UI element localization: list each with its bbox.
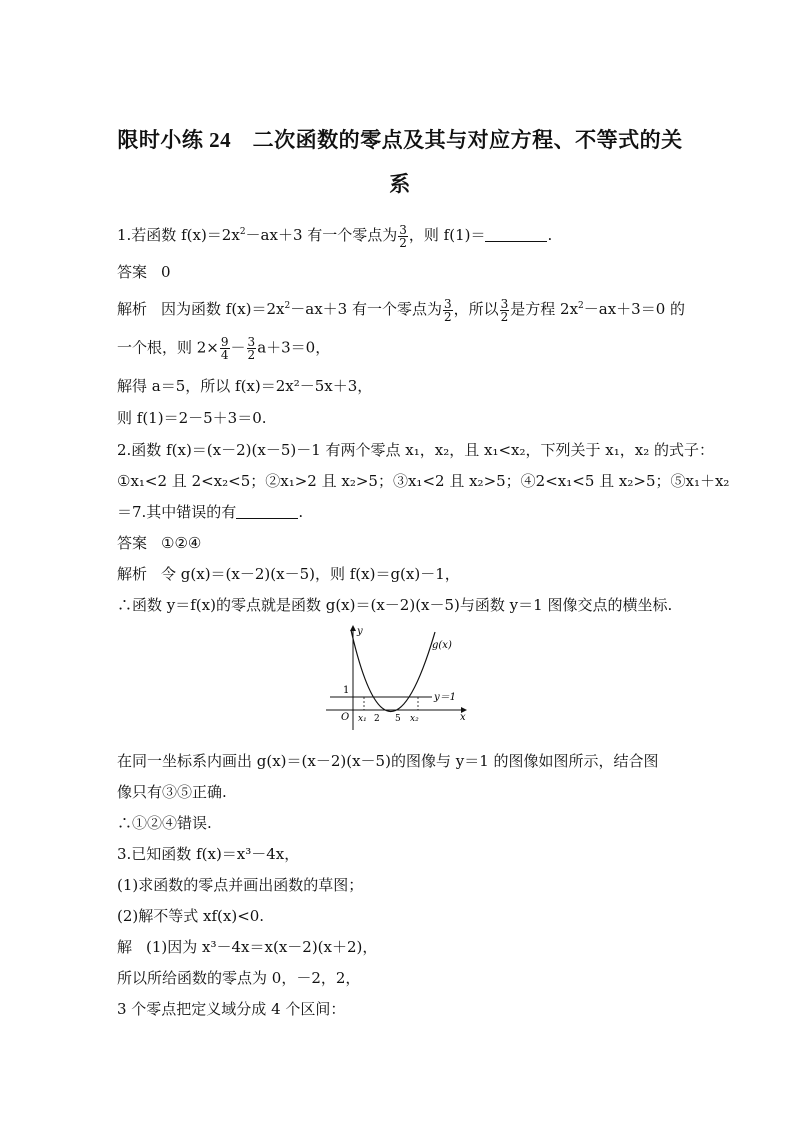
- x-axis-label: x: [460, 712, 466, 723]
- q2-analysis-line5: ∴①②④错误.: [117, 814, 212, 832]
- page-title: 限时小练 24 二次函数的零点及其与对应方程、不等式的关系: [117, 128, 683, 196]
- q2-analysis-line4: 像只有③⑤正确.: [117, 783, 227, 801]
- q2-line2: ①x₁<2 且 2<x₂<5；②x₁>2 且 x₂>5；③x₁<2 且 x₂>5；④2<x₁<5 且 x₂>5；⑤x₁＋x₂: [117, 472, 730, 490]
- q2-line1: 2.函数 f(x)＝(x－2)(x－5)－1 有两个零点 x₁，x₂，且 x₁<x₂，下列关于 x₁，x₂ 的式子：: [117, 441, 714, 459]
- q2-analysis-line1: 解析 令 g(x)＝(x－2)(x－5)，则 f(x)＝g(x)－1，: [117, 565, 460, 583]
- function-graph-figure: [322, 622, 472, 732]
- q1-analysis-line2: 一个根，则 2× $\frac{9}{4}$ － $\frac{3}{2}$ a＋3＝0，: [117, 335, 331, 362]
- parabola-g-curve: [351, 630, 435, 712]
- answer-blank: [485, 227, 547, 242]
- y-axis-label: y: [357, 626, 363, 637]
- q2-analysis-line3: 在同一坐标系内画出 g(x)＝(x－2)(x－5)的图像与 y＝1 的图像如图所示，结合图: [117, 752, 659, 770]
- q1-line: 1.若函数 $f(x)=2x^2-ax+3$ 有一个零点为 $\frac{3}{2}$ ，则 f(1)＝ .: [117, 222, 553, 250]
- q1-analysis-line1: 解析 因为函数 $f(x)=2x^2-ax+3$ 有一个零点为 $\frac{3}{2}$ ，所以 $\frac{3}{2}$ 是方程 $2x^2-ax+3=0$ 的: [117, 296, 686, 324]
- q3-line3: (2)解不等式 xf(x)<0.: [117, 907, 265, 925]
- q1-analysis-line3: 解得 a＝5，所以 f(x)＝2x²－5x＋3，: [117, 377, 373, 395]
- tick-1-label: 1: [343, 685, 350, 696]
- x2-label: x₂: [410, 714, 419, 724]
- tick-5-label: 5: [395, 714, 401, 724]
- q1-answer: 答案 0: [117, 263, 171, 281]
- q1-analysis-line4: 则 f(1)＝2－5＋3＝0.: [117, 409, 267, 427]
- x1-label: x₁: [358, 714, 367, 724]
- q3-line5: 所以所给函数的零点为 0，－2，2，: [117, 969, 361, 987]
- q3-line4: 解 (1)因为 x³－4x＝x(x－2)(x＋2)，: [117, 938, 378, 956]
- tick-2-label: 2: [374, 714, 380, 724]
- curve-label: g(x): [432, 640, 452, 651]
- q3-line2: (1)求函数的零点并画出函数的草图；: [117, 876, 364, 894]
- origin-label: O: [341, 712, 350, 723]
- q2-answer: 答案 ①②④: [117, 534, 202, 552]
- answer-blank: [236, 504, 298, 519]
- q2-analysis-line2: ∴函数 y＝f(x)的零点就是函数 g(x)＝(x－2)(x－5)与函数 y＝1 图像交点的横坐标.: [117, 596, 673, 614]
- q2-line3: ＝7.其中错误的有 .: [117, 503, 304, 521]
- fraction-3-2: $\frac{3}{2}$: [399, 222, 407, 250]
- q3-line1: 3.已知函数 f(x)＝x³－4x，: [117, 845, 300, 863]
- q3-line6: 3 个零点把定义域分成 4 个区间：: [117, 1000, 346, 1018]
- line-label: y＝1: [434, 692, 457, 703]
